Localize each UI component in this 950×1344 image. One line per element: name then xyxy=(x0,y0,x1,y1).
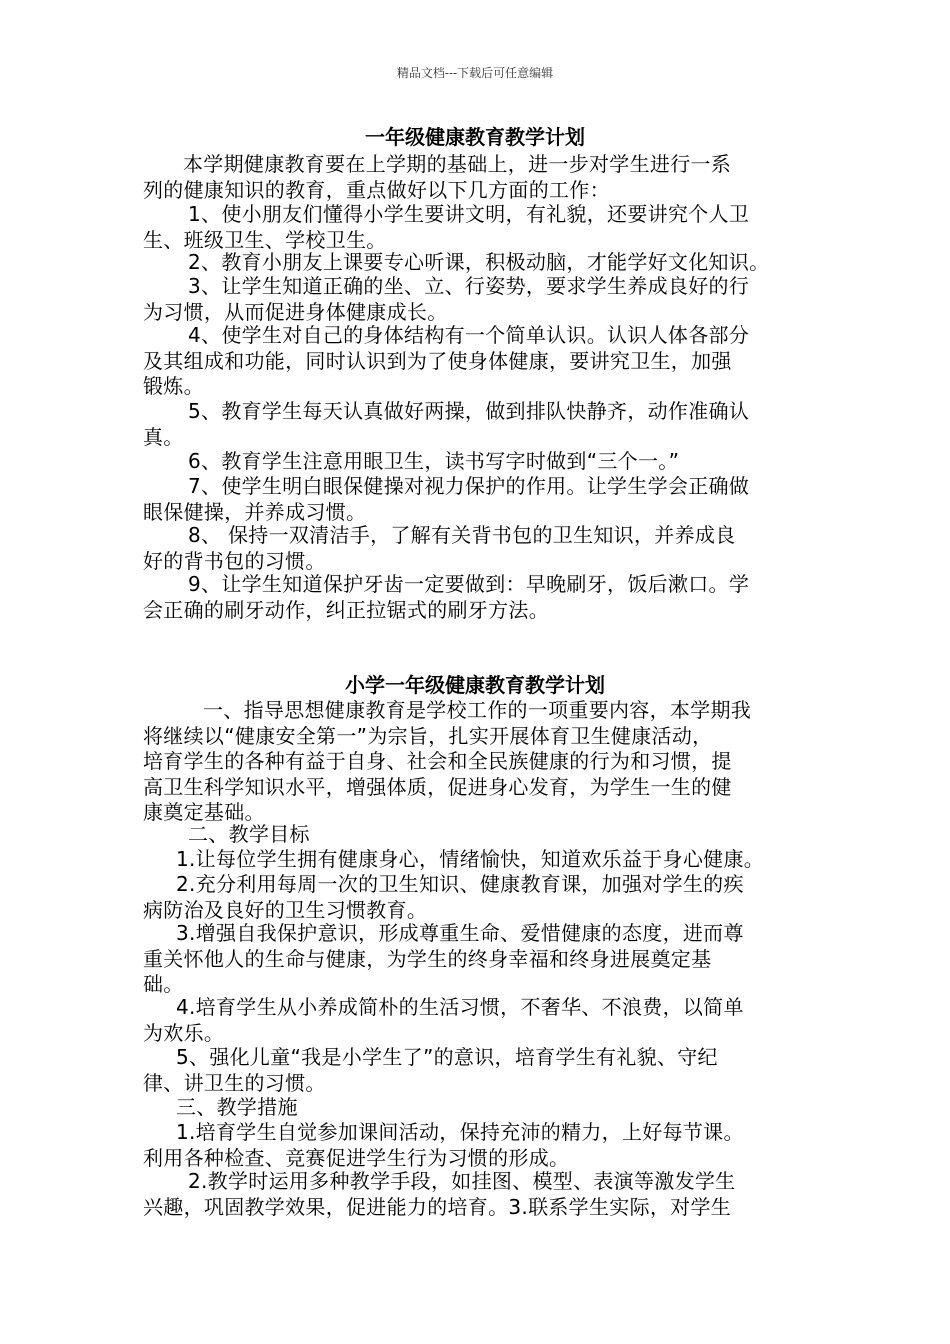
section1-title: 一年级健康教育教学计划 xyxy=(365,125,585,149)
measure-item-1: 1.培育学生自觉参加课间活动，保持充沛的精力，上好每节课。 利用各种检查、竞赛促进学生行为习惯的形成。 xyxy=(143,1120,744,1170)
section1-item-8: 8、 保持一双清洁手，了解有关背书包的卫生知识，并养成良 好的背书包的习惯。 xyxy=(143,523,736,573)
section1-item-4: 4、使学生对自己的身体结构有一个简单认识。认识人体各部分 及其组成和功能，同时认识到为了使身体健康，要讲究卫生，加强 锻炼。 xyxy=(143,323,750,398)
section1-item-7: 7、使学生明白眼保健操对视力保护的作用。让学生学会正确做 眼保健操，并养成习惯。 xyxy=(143,474,750,524)
section2-title: 小学一年级健康教育教学计划 xyxy=(345,673,605,697)
section1-item-3: 3、让学生知道正确的坐、立、行姿势，要求学生养成良好的行 为习惯，从而促进身体健康成长。 xyxy=(143,274,750,324)
section1-item-2: 2、教育小朋友上课要专心听课，积极动脑，才能学好文化知识。 xyxy=(188,250,770,274)
goal-item-1: 1.让每位学生拥有健康身心，情绪愉快，知道欢乐益于身心健康。 xyxy=(176,847,765,871)
page-header: 精品文档---下载后可任意编辑 xyxy=(396,66,554,80)
goals-heading: 二、教学目标 xyxy=(188,822,310,846)
section1-item-1: 1、使小朋友们懂得小学生要讲文明，有礼貌，还要讲究个人卫 生、班级卫生、学校卫生。 xyxy=(143,202,750,252)
measure-item-2: 2.教学时运用多种教学手段，如挂图、模型、表演等激发学生 兴趣，巩固教学效果，促进能力的培育。3.联系学生实际，对学生 xyxy=(143,1169,736,1219)
section1-item-5: 5、教育学生每天认真做好两操，做到排队快静齐，动作准确认 真。 xyxy=(143,399,750,449)
goal-item-3: 3.增强自我保护意识，形成尊重生命、爱惜健康的态度，进而尊 重关怀他人的生命与健康，为学生的终身幸福和终身进展奠定基 础。 xyxy=(143,921,744,996)
goal-item-2: 2.充分利用每周一次的卫生知识、健康教育课，加强对学生的疾 病防治及良好的卫生习惯教育。 xyxy=(143,872,744,922)
goal-item-4: 4.培育学生从小养成简朴的生活习惯，不奢华、不浪费，以简单 为欢乐。 xyxy=(143,995,744,1045)
section2-guiding-ideology: 一、指导思想健康教育是学校工作的一项重要内容，本学期我 将继续以“健康安全第一”为宗旨，扎实开展体育卫生健康活动， 培育学生的各种有益于自身、社会和全民族健康的行为和习惯，提 高卫生科学知识水平，增强体质，促进身心发育，为学生一生的健 康奠定基础。 xyxy=(143,698,752,824)
goal-item-5: 5、强化儿童“我是小学生了”的意识，培育学生有礼貌、守纪 律、讲卫生的习惯。 xyxy=(143,1045,718,1095)
section1-item-6: 6、教育学生注意用眼卫生，读书写字时做到“三个一。” xyxy=(188,449,680,473)
section1-intro: 本学期健康教育要在上学期的基础上，进一步对学生进行一系 列的健康知识的教育，重点做好以下几方面的工作： xyxy=(143,152,732,202)
section1-item-9: 9、让学生知道保护牙齿一定要做到：早晚刷牙，饭后漱口。学 会正确的刷牙动作，纠正拉锯式的刷牙方法。 xyxy=(143,572,750,622)
measures-heading: 三、教学措施 xyxy=(176,1095,298,1119)
